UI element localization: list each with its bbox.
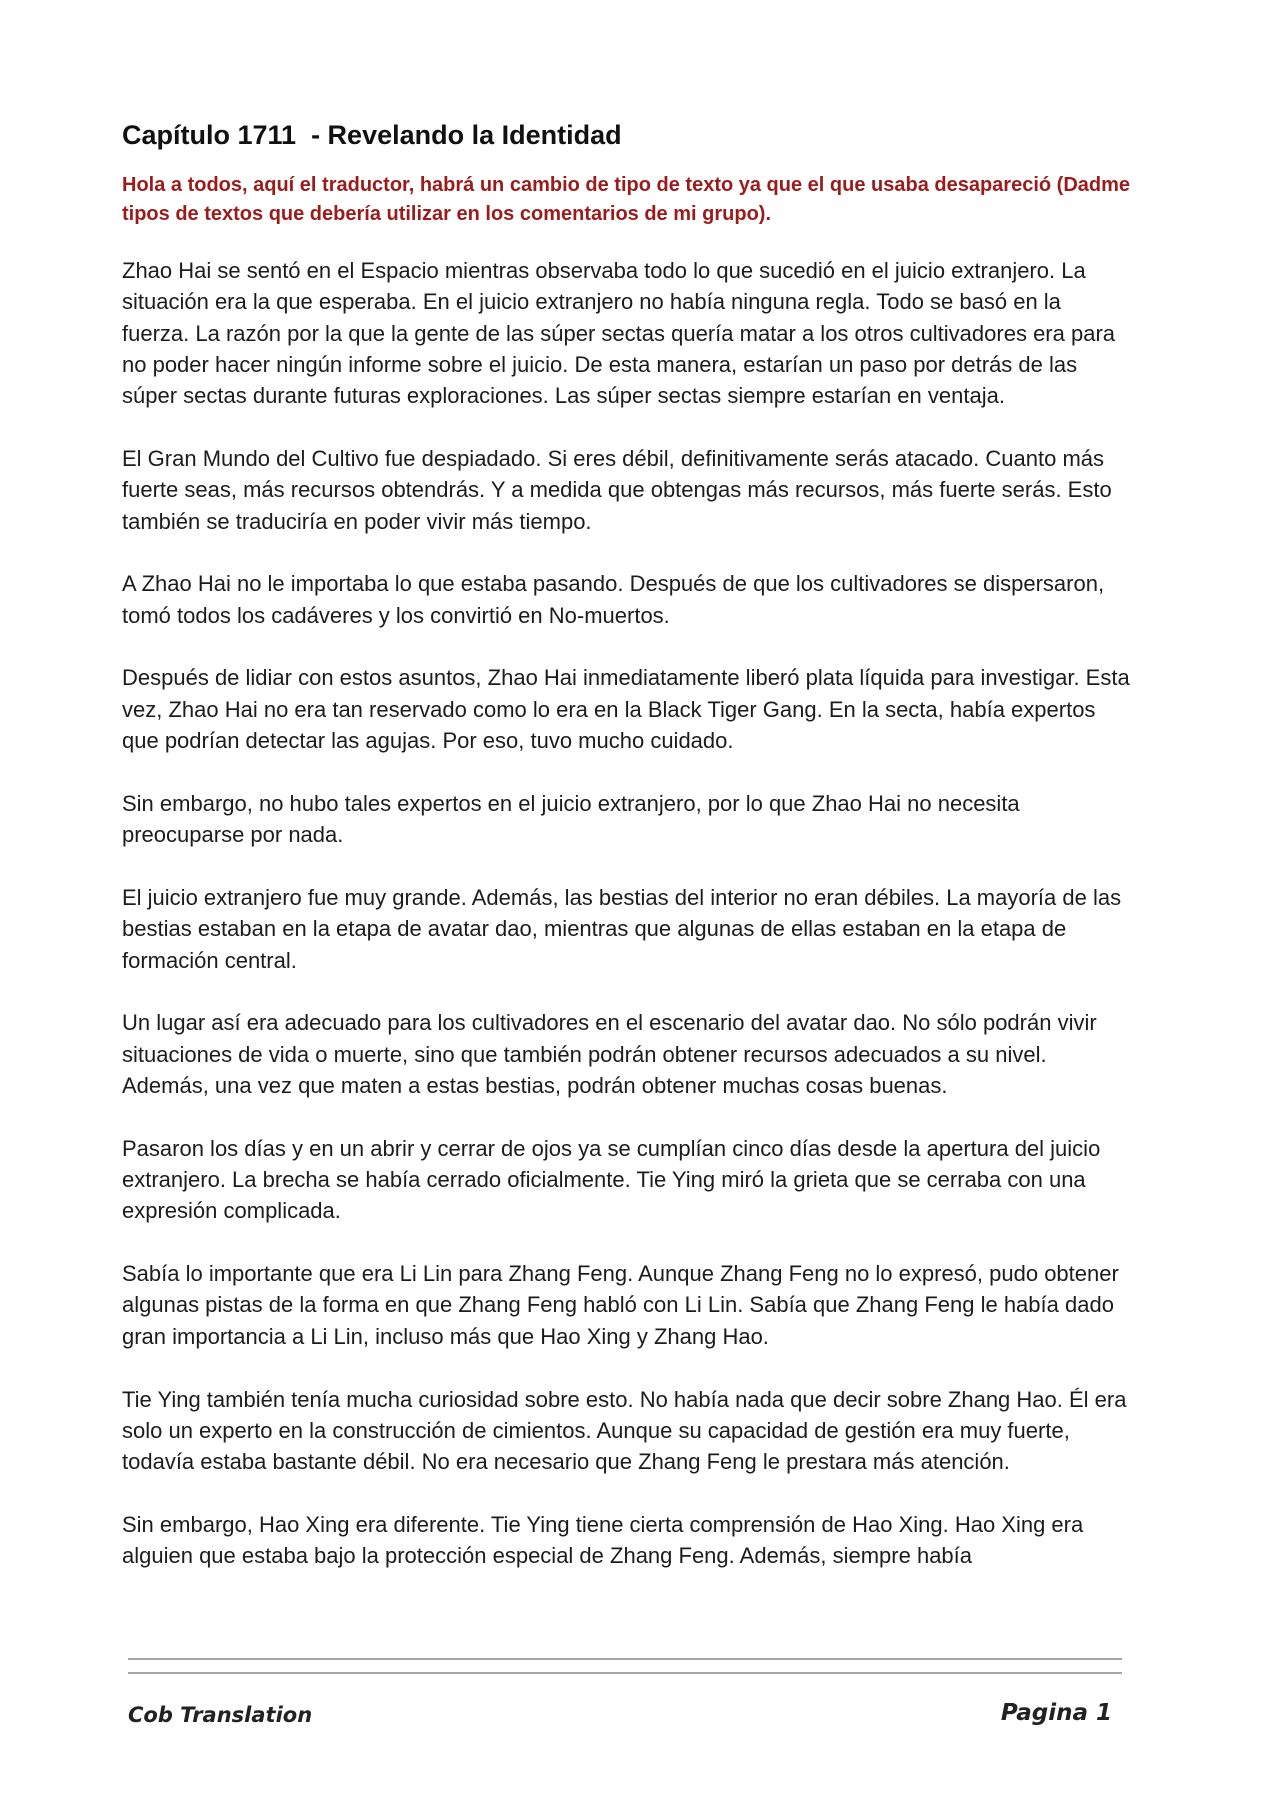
translator-note: Hola a todos, aquí el traductor, habrá un cambio de tipo de texto ya que el que usaba desapareció (Dadme tipos de textos que debería utilizar en los comentarios de mi grupo). xyxy=(122,174,1131,225)
chapter-title: Capítulo 1711 - Revelando la Identidad xyxy=(122,120,622,150)
page-content xyxy=(122,117,1132,1603)
body-paragraph: Sin embargo, no hubo tales expertos en el juicio extranjero, por lo que Zhao Hai no necesita preocuparse por nada. xyxy=(122,790,1020,848)
footer-divider xyxy=(128,1672,1122,1674)
body-paragraph: El juicio extranjero fue muy grande. Además, las bestias del interior no eran débiles. La mayoría de las bestias estaban en la etapa de avatar dao, mientras que algunas de ellas estaban en la etapa de formación central. xyxy=(122,884,1122,973)
body-paragraph: Sabía lo importante que era Li Lin para Zhang Feng. Aunque Zhang Feng no lo expresó, pudo obtener algunas pistas de la forma en que Zhang Feng habló con Li Lin. Sabía que Zhang Feng le había dado gran importancia a Li Lin, incluso más que Hao Xing y Zhang Hao. xyxy=(122,1261,1119,1349)
body-paragraph: Un lugar así era adecuado para los cultivadores en el escenario del avatar dao. No sólo podrán vivir situaciones de vida o muerte, sino que también podrán obtener recursos adecuados a su nivel. Además, una vez que maten a estas bestias, podrán obtener muchas cosas buenas. xyxy=(122,1010,1097,1098)
footer-divider xyxy=(128,1658,1122,1660)
footer-page-number: Pagina 1 xyxy=(1000,1700,1112,1726)
body-paragraph: Zhao Hai se sentó en el Espacio mientras observaba todo lo que sucedió en el juicio extranjero. La situación era la que esperaba. En el juicio extranjero no había ninguna regla. Todo se basó en la fuerza. La razón por la que la gente de las súper sectas quería matar a los otros cultivadores era para no poder hacer ningún informe sobre el juicio. De esta manera, estarían un paso por detrás de las súper sectas durante futuras exploraciones. Las súper sectas siempre estarían en ventaja. xyxy=(122,258,1116,409)
body-paragraph: A Zhao Hai no le importaba lo que estaba pasando. Después de que los cultivadores se dispersaron, tomó todos los cadáveres y los convirtió en No-muertos. xyxy=(122,571,1105,628)
body-paragraph: El Gran Mundo del Cultivo fue despiadado. Si eres débil, definitivamente serás atacado. Cuanto más fuerte seas, más recursos obtendrás. Y a medida que obtengas más recursos, más fuerte serás. Esto también se traduciría en poder vivir más tiempo. xyxy=(122,445,1112,534)
body-paragraph: Después de lidiar con estos asuntos, Zhao Hai inmediatamente liberó plata líquida para investigar. Esta vez, Zhao Hai no era tan reservado como lo era en la Black Tiger Gang. En la secta, había expertos que podrían detectar las agujas. Por eso, tuvo mucho cuidado. xyxy=(122,665,1130,754)
body-paragraph: Tie Ying también tenía mucha curiosidad sobre esto. No había nada que decir sobre Zhang Hao. Él era solo un experto en la construcción de cimientos. Aunque su capacidad de gestión era muy fuerte, todavía estaba bastante débil. No era necesario que Zhang Feng le prestara más atención. xyxy=(122,1386,1127,1475)
footer-site-name: Cob Translation xyxy=(128,1703,313,1727)
body-paragraph: Sin embargo, Hao Xing era diferente. Tie Ying tiene cierta comprensión de Hao Xing. Hao Xing era alguien que estaba bajo la protección especial de Zhang Feng. Además, siempre había xyxy=(122,1511,1084,1569)
body-paragraph: Pasaron los días y en un abrir y cerrar de ojos ya se cumplían cinco días desde la apertura del juicio extranjero. La brecha se había cerrado oficialmente. Tie Ying miró la grieta que se cerraba con una expresión complicada. xyxy=(122,1135,1101,1224)
